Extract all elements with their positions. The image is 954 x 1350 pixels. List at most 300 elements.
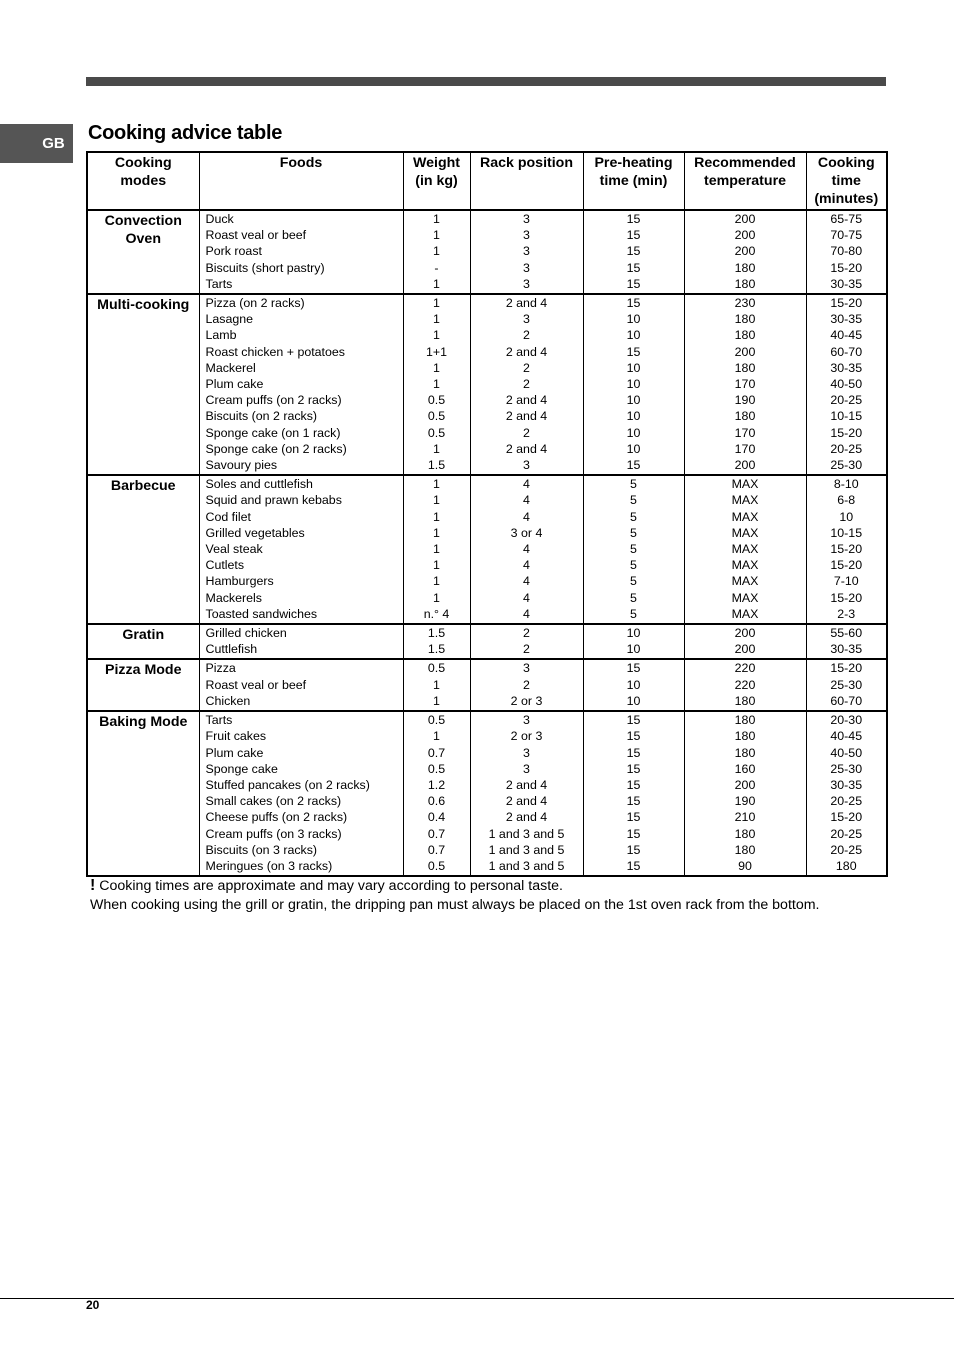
cell-value: Small cakes (on 2 racks) xyxy=(205,794,342,809)
cell-value: Sponge cake xyxy=(205,761,278,776)
mode-cell xyxy=(87,475,199,624)
cell-value: 5 xyxy=(630,542,637,557)
cell-value: 1 xyxy=(433,244,440,259)
temperature-cell xyxy=(684,659,806,711)
mode-label: Oven xyxy=(125,231,161,247)
cell-value: 15 xyxy=(626,661,641,676)
cell-value: 15 xyxy=(626,858,641,873)
cell-value: 65-75 xyxy=(830,212,863,226)
cell-value: 0.4 xyxy=(427,810,446,825)
rack-cell xyxy=(470,475,583,624)
header-recommended-temperature xyxy=(684,152,806,210)
cell-value: Roast veal or beef xyxy=(205,228,307,243)
cell-value: 15 xyxy=(626,777,641,792)
cell-value: 4 xyxy=(523,509,530,524)
cell-value: MAX xyxy=(731,525,759,540)
cell-value: 10 xyxy=(626,441,641,456)
foods-cell xyxy=(199,659,403,711)
cell-value: 15 xyxy=(626,458,641,473)
cell-value: 2 xyxy=(523,425,530,440)
temperature-cell xyxy=(684,624,806,659)
cell-value: 230 xyxy=(734,296,756,311)
cell-value: 15 xyxy=(626,344,641,359)
cell-value: Roast veal or beef xyxy=(205,677,307,692)
note-line-1 xyxy=(90,876,819,896)
cell-value: 1 xyxy=(433,677,440,692)
cell-value: 20-25 xyxy=(830,441,863,456)
cell-value: 1 xyxy=(433,276,440,291)
cell-value: MAX xyxy=(731,606,759,621)
cell-value: 1 and 3 and 5 xyxy=(488,842,565,857)
header-line: Cooking xyxy=(817,155,875,171)
footer-rule xyxy=(0,1298,954,1299)
temperature-cell xyxy=(684,711,806,876)
temperature-cell xyxy=(684,294,806,475)
cell-value: Sponge cake (on 1 rack) xyxy=(205,425,341,440)
cell-value: Plum cake xyxy=(205,745,264,760)
cell-value: 20-25 xyxy=(830,826,863,841)
cell-value: Cheese puffs (on 2 racks) xyxy=(205,810,348,825)
cell-value: 1.2 xyxy=(427,777,446,792)
cell-value: 60-70 xyxy=(830,344,863,359)
cell-value: 15-20 xyxy=(830,590,863,605)
cell-value: MAX xyxy=(731,477,759,492)
cell-value: Duck xyxy=(205,212,234,226)
cell-value: 180 xyxy=(734,842,756,857)
cell-value: Toasted sandwiches xyxy=(205,606,318,621)
cell-value: 0.5 xyxy=(427,661,446,676)
cell-value: 180 xyxy=(734,745,756,760)
header-line: Weight xyxy=(412,155,461,171)
mode-label: Baking Mode xyxy=(99,714,188,731)
cell-value: 0.5 xyxy=(427,409,446,424)
cell-value: 30-35 xyxy=(830,276,863,291)
language-tab: GB xyxy=(0,124,73,163)
cell-value: 200 xyxy=(734,458,756,473)
cell-value: Roast chicken + potatoes xyxy=(205,344,345,359)
cell-value: 1 xyxy=(433,377,440,392)
cell-value: 2 or 3 xyxy=(510,693,543,708)
cell-value: 0.7 xyxy=(427,745,446,760)
cell-value: 180 xyxy=(734,328,756,343)
cell-value: 1 and 3 and 5 xyxy=(488,826,565,841)
cell-value: 3 xyxy=(523,312,530,327)
header-foods xyxy=(199,152,403,210)
header-line: Rack position xyxy=(479,155,574,171)
rack-cell xyxy=(470,659,583,711)
cell-value: 180 xyxy=(734,260,756,275)
cell-value: 170 xyxy=(734,377,756,392)
cell-value: 5 xyxy=(630,493,637,508)
cell-value: 20-25 xyxy=(830,842,863,857)
temperature-cell xyxy=(684,210,806,294)
cell-value: 5 xyxy=(630,558,637,573)
header-line: time xyxy=(831,173,861,189)
cell-value: - xyxy=(434,260,439,275)
header-line: temperature xyxy=(703,173,786,189)
cooking-time-cell xyxy=(806,624,887,659)
table-row xyxy=(87,659,887,711)
cell-value: 1 xyxy=(433,360,440,375)
cell-value: Chicken xyxy=(205,693,251,708)
cell-value: 180 xyxy=(835,858,857,873)
cell-value: 15 xyxy=(626,794,641,809)
cell-value: 10 xyxy=(626,693,641,708)
cooking-time-cell xyxy=(806,294,887,475)
cell-value: 190 xyxy=(734,794,756,809)
cell-value: 15 xyxy=(626,729,641,744)
cell-value: 3 xyxy=(523,244,530,259)
cell-value: 90 xyxy=(738,858,752,873)
cell-value: MAX xyxy=(731,590,759,605)
table-row xyxy=(87,711,887,876)
cell-value: 1 xyxy=(433,212,440,226)
cell-value: 3 xyxy=(523,458,530,473)
cell-value: 1 xyxy=(433,542,440,557)
mode-cell xyxy=(87,711,199,876)
page-number: 20 xyxy=(86,1298,100,1312)
cell-value: 15 xyxy=(626,745,641,760)
cell-value: 2 xyxy=(523,642,530,657)
header-line: modes xyxy=(120,173,167,189)
weight-cell xyxy=(403,624,470,659)
cell-value: 2 xyxy=(523,677,530,692)
header-line: (minutes) xyxy=(814,191,879,207)
cell-value: Tarts xyxy=(205,713,233,728)
note-text-1: Cooking times are approximate and may vary according to personal taste. xyxy=(99,878,563,894)
cell-value: 0.5 xyxy=(427,713,446,728)
cell-value: Stuffed pancakes (on 2 racks) xyxy=(205,777,370,792)
temperature-cell xyxy=(684,475,806,624)
cell-value: 40-45 xyxy=(830,328,863,343)
cell-value: 3 xyxy=(523,276,530,291)
cell-value: 7-10 xyxy=(833,574,859,589)
cell-value: 10 xyxy=(626,328,641,343)
header-line: Cooking xyxy=(114,155,172,171)
cell-value: 2 and 4 xyxy=(505,296,548,311)
cell-value: 200 xyxy=(734,626,756,641)
cell-value: 200 xyxy=(734,228,756,243)
cell-value: 15 xyxy=(626,276,641,291)
cell-value: 10 xyxy=(626,642,641,657)
cell-value: 1 xyxy=(433,558,440,573)
cell-value: 1 xyxy=(433,525,440,540)
cell-value: Biscuits (short pastry) xyxy=(205,260,325,275)
cell-value: 170 xyxy=(734,425,756,440)
cell-value: 10-15 xyxy=(830,409,863,424)
cell-value: 70-80 xyxy=(830,244,863,259)
cell-value: 3 or 4 xyxy=(510,525,543,540)
weight-cell xyxy=(403,659,470,711)
cell-value: 4 xyxy=(523,493,530,508)
cell-value: 5 xyxy=(630,477,637,492)
cell-value: 55-60 xyxy=(830,626,863,641)
cell-value: Veal steak xyxy=(205,542,263,557)
cell-value: 1 xyxy=(433,296,440,311)
weight-cell xyxy=(403,210,470,294)
foods-cell xyxy=(199,294,403,475)
cell-value: 4 xyxy=(523,542,530,557)
cell-value: 25-30 xyxy=(830,458,863,473)
cell-value: 2 xyxy=(523,626,530,641)
cell-value: 4 xyxy=(523,477,530,492)
cell-value: 20-25 xyxy=(830,794,863,809)
cell-value: 2 and 4 xyxy=(505,409,548,424)
cell-value: 15 xyxy=(626,244,641,259)
cooking-time-cell xyxy=(806,475,887,624)
mode-cell xyxy=(87,624,199,659)
cell-value: 15 xyxy=(626,212,641,226)
cell-value: 4 xyxy=(523,558,530,573)
cell-value: 1 xyxy=(433,693,440,708)
cell-value: 2 and 4 xyxy=(505,810,548,825)
foods-cell xyxy=(199,475,403,624)
cell-value: 160 xyxy=(734,761,756,776)
header-line: Recommended xyxy=(694,155,796,171)
cell-value: Cream puffs (on 2 racks) xyxy=(205,393,342,408)
cell-value: Cuttlefish xyxy=(205,642,258,657)
cell-value: 15-20 xyxy=(830,542,863,557)
table-row xyxy=(87,210,887,294)
cell-value: 220 xyxy=(734,661,756,676)
header-weight xyxy=(403,152,470,210)
header-rack-position xyxy=(470,152,583,210)
cell-value: 15 xyxy=(626,842,641,857)
header-line: Foods xyxy=(279,155,323,171)
preheat-cell xyxy=(583,711,684,876)
preheat-cell xyxy=(583,659,684,711)
cooking-time-cell xyxy=(806,659,887,711)
cell-value: 10 xyxy=(839,509,854,524)
cell-value: 5 xyxy=(630,574,637,589)
cell-value: 3 xyxy=(523,661,530,676)
warning-mark: ! xyxy=(90,877,96,894)
cell-value: 1+1 xyxy=(425,344,448,359)
cell-value: 10 xyxy=(626,626,641,641)
cell-value: Lasagne xyxy=(205,312,254,327)
cell-value: 8-10 xyxy=(833,477,859,492)
cell-value: 1 xyxy=(433,441,440,456)
cell-value: 15 xyxy=(626,260,641,275)
header-line: time (min) xyxy=(599,173,668,189)
header-line: Pre-heating xyxy=(594,155,673,171)
cell-value: 1 and 3 and 5 xyxy=(488,858,565,873)
cell-value: Fruit cakes xyxy=(205,729,267,744)
cell-value: 15-20 xyxy=(830,260,863,275)
cell-value: 40-50 xyxy=(830,377,863,392)
cell-value: 25-30 xyxy=(830,761,863,776)
cell-value: 2 and 4 xyxy=(505,794,548,809)
weight-cell xyxy=(403,475,470,624)
cell-value: 1 xyxy=(433,493,440,508)
cell-value: 20-25 xyxy=(830,393,863,408)
cell-value: 15-20 xyxy=(830,661,863,676)
cell-value: 30-35 xyxy=(830,642,863,657)
cell-value: Cream puffs (on 3 racks) xyxy=(205,826,342,841)
cell-value: MAX xyxy=(731,542,759,557)
cooking-time-cell xyxy=(806,711,887,876)
cell-value: 15 xyxy=(626,296,641,311)
cell-value: 180 xyxy=(734,713,756,728)
cell-value: 2 xyxy=(523,360,530,375)
cell-value: 15 xyxy=(626,761,641,776)
cell-value: 200 xyxy=(734,244,756,259)
cell-value: Pizza (on 2 racks) xyxy=(205,296,305,311)
header-cooking-time xyxy=(806,152,887,210)
table-row xyxy=(87,294,887,475)
table-row xyxy=(87,624,887,659)
cell-value: 1.5 xyxy=(427,458,446,473)
cell-value: 0.6 xyxy=(427,794,446,809)
cell-value: Cutlets xyxy=(205,558,245,573)
cell-value: 0.5 xyxy=(427,393,446,408)
preheat-cell xyxy=(583,624,684,659)
cell-value: 210 xyxy=(734,810,756,825)
header-preheating-time xyxy=(583,152,684,210)
header-rule xyxy=(86,77,886,86)
cell-value: 2 and 4 xyxy=(505,344,548,359)
cell-value: 10 xyxy=(626,393,641,408)
cooking-advice-table xyxy=(86,151,888,877)
cell-value: 5 xyxy=(630,525,637,540)
cell-value: 0.7 xyxy=(427,826,446,841)
cell-value: Squid and prawn kebabs xyxy=(205,493,342,508)
cell-value: Pizza xyxy=(205,661,236,676)
cell-value: 6-8 xyxy=(837,493,856,508)
cell-value: 4 xyxy=(523,590,530,605)
mode-cell xyxy=(87,210,199,294)
cell-value: MAX xyxy=(731,509,759,524)
cell-value: 4 xyxy=(523,574,530,589)
rack-cell xyxy=(470,294,583,475)
cooking-time-cell xyxy=(806,210,887,294)
cell-value: 40-50 xyxy=(830,745,863,760)
cell-value: 200 xyxy=(734,777,756,792)
mode-label: Multi-cooking xyxy=(97,297,190,314)
foods-cell xyxy=(199,624,403,659)
cell-value: MAX xyxy=(731,493,759,508)
cell-value: Savoury pies xyxy=(205,458,278,473)
cell-value: 15-20 xyxy=(830,296,863,311)
cell-value: 200 xyxy=(734,642,756,657)
foods-cell xyxy=(199,210,403,294)
cell-value: Soles and cuttlefish xyxy=(205,477,313,492)
cell-value: 15-20 xyxy=(830,810,863,825)
cell-value: 15 xyxy=(626,228,641,243)
rack-cell xyxy=(470,210,583,294)
cell-value: 25-30 xyxy=(830,677,863,692)
cell-value: 0.7 xyxy=(427,842,446,857)
cell-value: 70-75 xyxy=(830,228,863,243)
cell-value: 5 xyxy=(630,590,637,605)
cell-value: 2 or 3 xyxy=(510,729,543,744)
weight-cell xyxy=(403,711,470,876)
cell-value: 220 xyxy=(734,677,756,692)
cell-value: Biscuits (on 2 racks) xyxy=(205,409,318,424)
cell-value: 15 xyxy=(626,826,641,841)
cell-value: 1 xyxy=(433,477,440,492)
mode-cell xyxy=(87,294,199,475)
weight-cell xyxy=(403,294,470,475)
cell-value: 190 xyxy=(734,393,756,408)
header-line: (in kg) xyxy=(415,173,458,189)
preheat-cell xyxy=(583,210,684,294)
cell-value: 1 xyxy=(433,328,440,343)
mode-label: Convection xyxy=(104,213,182,229)
cell-value: 3 xyxy=(523,761,530,776)
table-header-row xyxy=(87,152,887,210)
mode-label: Barbecue xyxy=(110,478,176,495)
table-row xyxy=(87,475,887,624)
cell-value: Pork roast xyxy=(205,244,262,259)
cell-value: 10-15 xyxy=(830,525,863,540)
mode-label: Pizza Mode xyxy=(105,662,182,679)
cell-value: 15-20 xyxy=(830,558,863,573)
preheat-cell xyxy=(583,475,684,624)
cell-value: 20-30 xyxy=(830,713,863,728)
cell-value: 10 xyxy=(626,425,641,440)
cell-value: 4 xyxy=(523,606,530,621)
cell-value: 10 xyxy=(626,360,641,375)
cell-value: 180 xyxy=(734,409,756,424)
cell-value: 1 xyxy=(433,590,440,605)
cell-value: MAX xyxy=(731,574,759,589)
cell-value: 1 xyxy=(433,729,440,744)
cell-value: 15 xyxy=(626,713,641,728)
cell-value: Mackerel xyxy=(205,360,256,375)
header-cooking-modes xyxy=(87,152,199,210)
cell-value: 1 xyxy=(433,312,440,327)
cell-value: 0.5 xyxy=(427,425,446,440)
cell-value: 200 xyxy=(734,212,756,226)
cell-value: Cod filet xyxy=(205,509,251,524)
cell-value: n.° 4 xyxy=(423,606,450,621)
cell-value: Sponge cake (on 2 racks) xyxy=(205,441,347,456)
cell-value: 0.5 xyxy=(427,761,446,776)
cell-value: 180 xyxy=(734,693,756,708)
cell-value: Hamburgers xyxy=(205,574,274,589)
cell-value: MAX xyxy=(731,558,759,573)
notes xyxy=(90,876,819,915)
cell-value: 2-3 xyxy=(837,606,856,621)
cell-value: 30-35 xyxy=(830,360,863,375)
cell-value: 3 xyxy=(523,713,530,728)
cell-value: 2 xyxy=(523,328,530,343)
cell-value: Plum cake xyxy=(205,377,264,392)
cell-value: 200 xyxy=(734,344,756,359)
preheat-cell xyxy=(583,294,684,475)
cell-value: 180 xyxy=(734,360,756,375)
cell-value: 1.5 xyxy=(427,642,446,657)
cell-value: 1.5 xyxy=(427,626,446,641)
cell-value: 3 xyxy=(523,212,530,226)
cell-value: 3 xyxy=(523,745,530,760)
cell-value: 30-35 xyxy=(830,777,863,792)
page-title: Cooking advice table xyxy=(88,122,283,144)
cell-value: 5 xyxy=(630,606,637,621)
cell-value: Grilled chicken xyxy=(205,626,287,641)
cell-value: 10 xyxy=(626,377,641,392)
rack-cell xyxy=(470,711,583,876)
rack-cell xyxy=(470,624,583,659)
cell-value: 170 xyxy=(734,441,756,456)
cell-value: Biscuits (on 3 racks) xyxy=(205,842,318,857)
cell-value: 10 xyxy=(626,409,641,424)
cell-value: 180 xyxy=(734,826,756,841)
cell-value: 2 and 4 xyxy=(505,777,548,792)
cell-value: 2 xyxy=(523,377,530,392)
cell-value: 40-45 xyxy=(830,729,863,744)
